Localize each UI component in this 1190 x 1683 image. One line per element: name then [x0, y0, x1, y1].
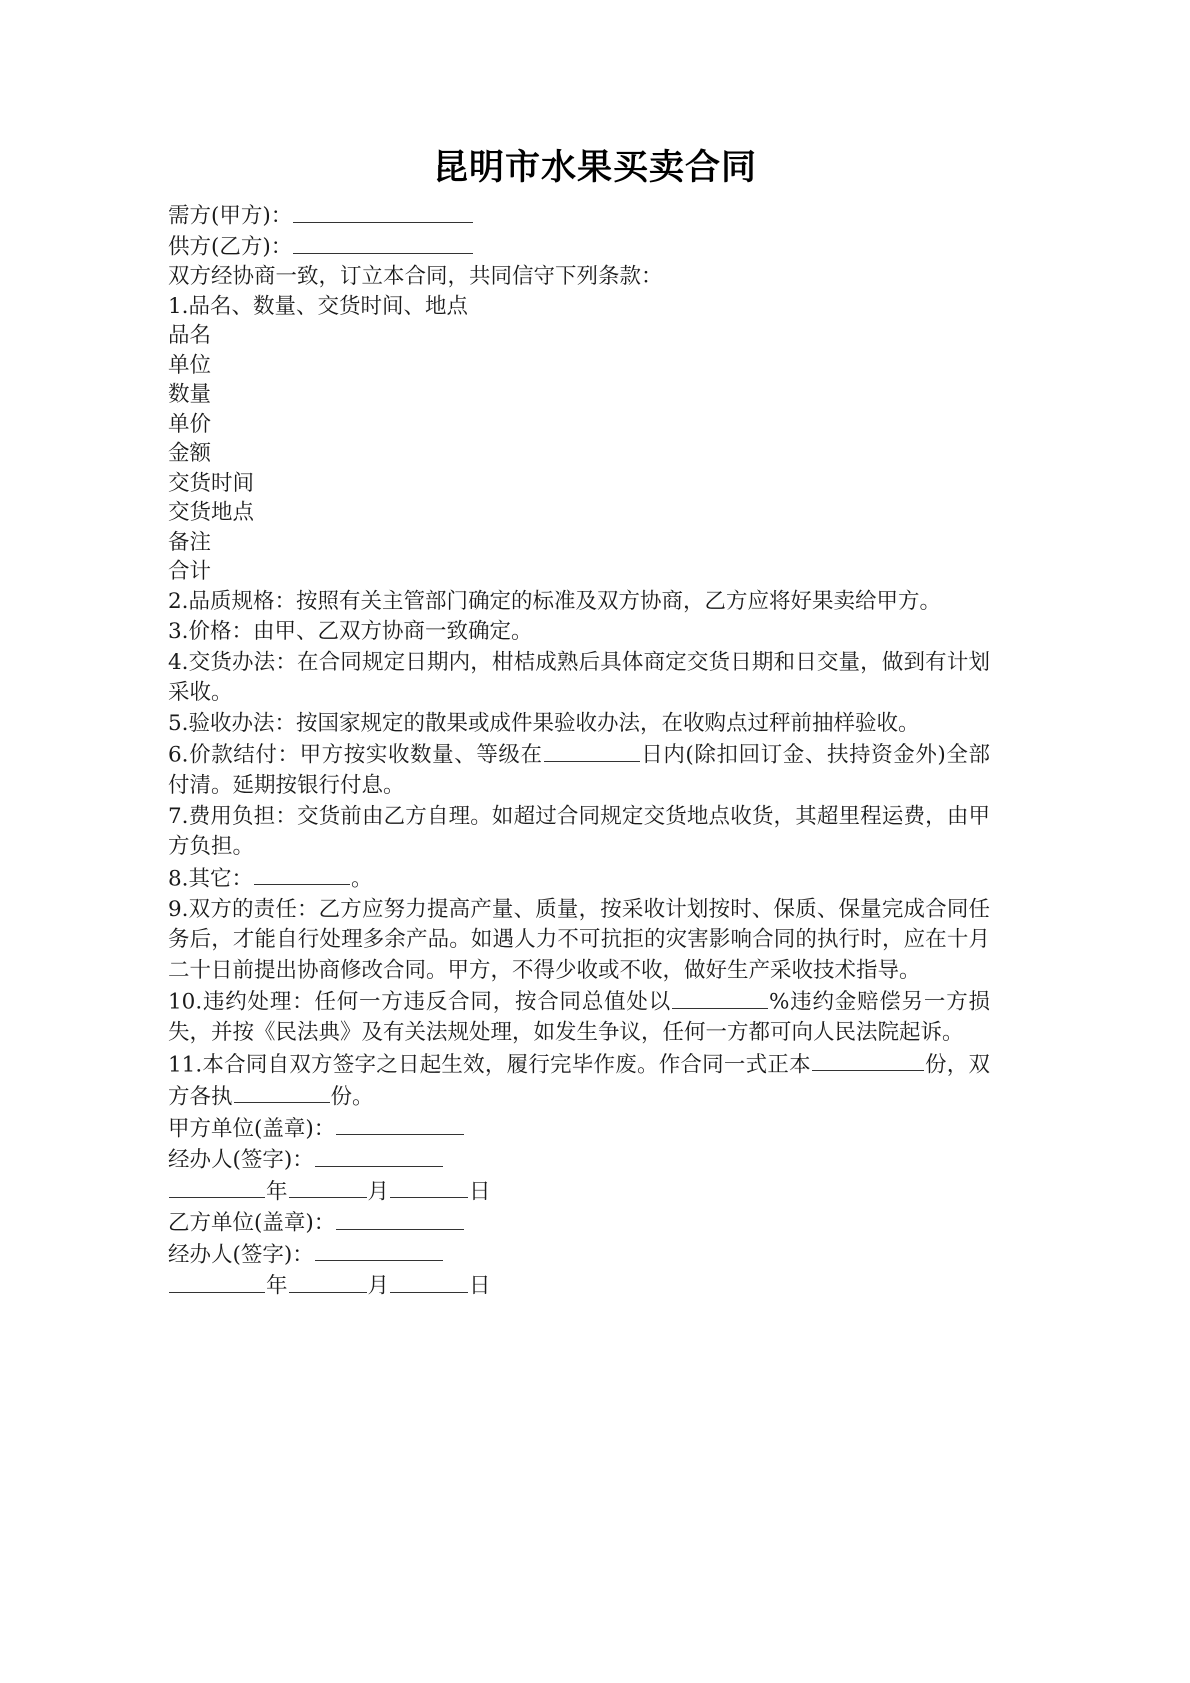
clause-10-text [168, 986, 990, 1049]
clause-6-text-part2: 日内(除扣回订金、扶持资金外)全部付清。延期按银行付息。 [168, 742, 991, 798]
party-a-agent-line [168, 1144, 990, 1176]
party-a-day-blank[interactable] [390, 1176, 468, 1199]
field-item-danwei: 单位 [168, 352, 212, 378]
party-a-unit-line [168, 1113, 990, 1145]
field-item-beizhu: 备注 [168, 529, 212, 555]
clause-1-field-list [168, 321, 990, 587]
party-a-year-label: 年 [266, 1179, 288, 1204]
field-item-danjia: 单价 [168, 411, 212, 437]
seller-party-line [168, 231, 990, 262]
party-a-unit-label: 甲方单位(盖章)： [168, 1116, 336, 1141]
document-body [168, 200, 990, 1302]
party-b-year-label: 年 [266, 1273, 288, 1299]
party-b-date-line [168, 1270, 990, 1302]
party-b-agent-blank[interactable] [315, 1239, 443, 1262]
clause-6-days-blank[interactable] [544, 739, 640, 762]
clause-10-text-part1: 10.违约处理：任何一方违反合同，按合同总值处以 [168, 989, 671, 1015]
seller-party-blank[interactable] [293, 231, 473, 254]
clause-9-text: 9.双方的责任：乙方应努力提高产量、质量，按采收计划按时、保质、保量完成合同任务后，才能自行处理多余产品。如遇人力不可抗拒的灾害影响合同的执行时，应在十月二十日前提出协商修改合同。甲方，不得少收或不收，做好生产采收技术指导。 [168, 896, 990, 983]
field-item-jine: 金额 [168, 441, 212, 466]
buyer-party-blank[interactable] [293, 200, 473, 223]
clause-3-text: 3.价格：由甲、乙双方协商一致确定。 [168, 619, 533, 644]
party-a-unit-blank[interactable] [336, 1113, 464, 1136]
field-item-heji: 合计 [168, 559, 212, 584]
party-b-month-blank[interactable] [289, 1270, 367, 1293]
clause-11-originals-blank[interactable] [812, 1049, 924, 1072]
party-a-date-line [168, 1176, 990, 1208]
clause-11-copies-blank[interactable] [234, 1081, 330, 1104]
party-a-month-label: 月 [367, 1179, 390, 1204]
field-item-jiaohuodidian: 交货地点 [168, 500, 255, 525]
party-b-year-blank[interactable] [169, 1270, 265, 1293]
party-b-agent-label: 经办人(签字)： [168, 1242, 314, 1267]
intro-text: 双方经协商一致，订立本合同，共同信守下列条款： [168, 264, 663, 289]
party-b-agent-line [168, 1239, 990, 1271]
buyer-party-line [168, 200, 990, 231]
party-a-month-blank[interactable] [289, 1176, 367, 1199]
clause-2-text: 2.品质规格：按照有关主管部门确定的标准及双方协商，乙方应将好果卖给甲方。 [168, 588, 942, 614]
seller-party-label: 供方(乙方)： [168, 234, 293, 260]
party-b-month-label: 月 [367, 1273, 390, 1299]
clause-11-text-part3: 份。 [330, 1084, 374, 1109]
party-b-unit-blank[interactable] [336, 1207, 464, 1230]
field-item-shuliang: 数量 [168, 382, 212, 407]
clause-8-text-part2: 。 [351, 866, 373, 891]
clause-4-text: 4.交货办法：在合同规定日期内，柑桔成熟后具体商定交货日期和日交量，做到有计划采收。 [168, 649, 990, 705]
clause-1-heading: 1.品名、数量、交货时间、地点 [168, 293, 469, 319]
party-b-day-blank[interactable] [390, 1270, 468, 1293]
clause-8-text-part1: 8.其它： [168, 866, 254, 891]
clause-10-penalty-blank[interactable] [672, 986, 768, 1009]
clause-6-text [168, 739, 990, 802]
buyer-party-label: 需方(甲方)： [168, 203, 293, 229]
party-b-day-label: 日 [469, 1273, 491, 1299]
party-a-year-blank[interactable] [169, 1176, 265, 1199]
party-a-agent-blank[interactable] [315, 1144, 443, 1167]
clause-8-other-blank[interactable] [254, 863, 350, 886]
party-a-agent-label: 经办人(签字)： [168, 1147, 314, 1173]
clause-7-text: 7.费用负担：交货前由乙方自理。如超过合同规定交货地点收货，其超里程运费，由甲方负担。 [168, 803, 990, 859]
clause-11-text-part1: 11.本合同自双方签字之日起生效，履行完毕作废。作合同一式正本 [168, 1052, 811, 1077]
clause-8-text [168, 863, 990, 895]
clause-11-text [168, 1049, 990, 1113]
clause-10-text-part2: %违约金赔偿另一方损失，并按《民法典》及有关法规处理，如发生争议，任何一方都可向人民法院起诉。 [168, 989, 990, 1045]
clause-6-text-part1: 6.价款结付：甲方按实收数量、等级在 [168, 742, 543, 768]
clause-11-text-part2: 份，双方各执 [168, 1052, 990, 1109]
clause-5-text: 5.验收办法：按国家规定的散果或成件果验收办法，在收购点过秤前抽样验收。 [168, 710, 920, 736]
page-title: 昆明市水果买卖合同 [432, 147, 757, 188]
party-b-unit-label: 乙方单位(盖章)： [168, 1210, 336, 1236]
field-item-jiaohuoshijian: 交货时间 [168, 470, 255, 496]
party-b-unit-line [168, 1207, 990, 1239]
field-item-pinming: 品名 [168, 323, 212, 348]
party-a-day-label: 日 [469, 1179, 491, 1204]
